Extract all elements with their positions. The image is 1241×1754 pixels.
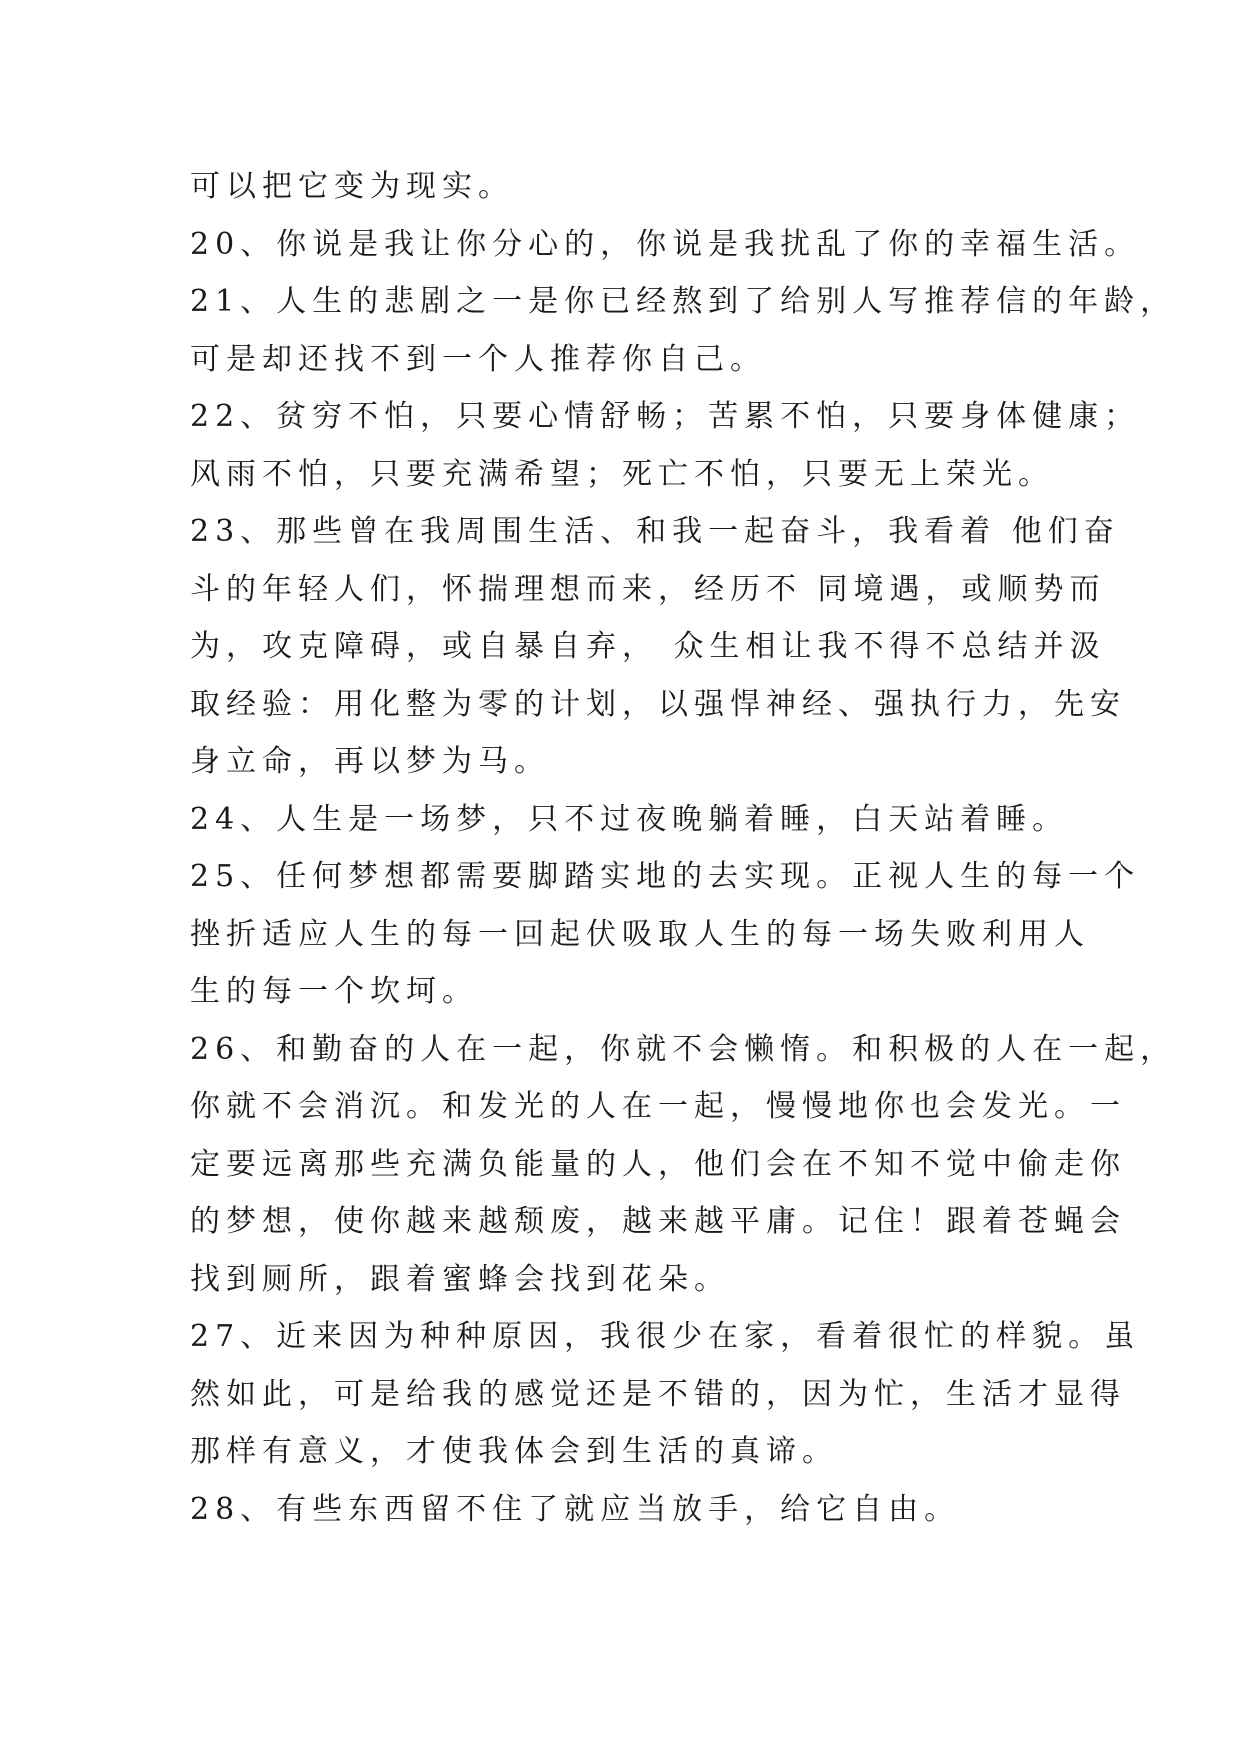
text-line: 可是却还找不到一个人推荐你自己。 <box>190 341 766 377</box>
text-line: 找到厕所，跟着蜜蜂会找到花朵。 <box>190 1261 730 1297</box>
text-line: 风雨不怕，只要充满希望；死亡不怕，只要无上荣光。 <box>190 456 1054 492</box>
text-line: 21、人生的悲剧之一是你已经熬到了给别人写推荐信的年龄， <box>190 284 1177 319</box>
text-line: 生的每一个坎坷。 <box>190 974 478 1009</box>
text-line: 26、和勤奋的人在一起，你就不会懒惰。和积极的人在一起， <box>190 1031 1177 1067</box>
text-line: 28、有些东西留不住了就应当放手，给它自由。 <box>190 1491 961 1527</box>
document-body <box>190 158 1177 1538</box>
text-line: 取经验：用化整为零的计划，以强悍神经、强执行力，先安 <box>190 686 1126 722</box>
text-line: 可以把它变为现实。 <box>190 169 514 204</box>
text-line: 的梦想，使你越来越颓废，越来越平庸。记住！跟着苍蝇会 <box>190 1204 1126 1239</box>
text-line: 身立命，再以梦为马。 <box>190 744 550 779</box>
text-line: 斗的年轻人们，怀揣理想而来，经历不 同境遇，或顺势而 <box>190 571 1106 607</box>
text-line: 24、人生是一场梦，只不过夜晚躺着睡，白天站着睡。 <box>190 801 1069 837</box>
text-line: 23、那些曾在我周围生活、和我一起奋斗，我看着 他们奋 <box>190 514 1120 549</box>
text-line: 那样有意义，才使我体会到生活的真谛。 <box>190 1434 838 1469</box>
text-line: 为，攻克障碍，或自暴自弃， 众生相让我不得不总结并汲 <box>190 629 1106 664</box>
text-line: 你就不会消沉。和发光的人在一起，慢慢地你也会发光。一 <box>190 1089 1126 1124</box>
text-line: 定要远离那些充满负能量的人，他们会在不知不觉中偷走你 <box>190 1146 1126 1182</box>
text-line: 挫折适应人生的每一回起伏吸取人生的每一场失败利用人 <box>190 916 1090 952</box>
text-line: 25、任何梦想都需要脚踏实地的去实现。正视人生的每一个 <box>190 859 1141 894</box>
text-line: 22、贫穷不怕，只要心情舒畅；苦累不怕，只要身体健康； <box>190 399 1141 434</box>
text-line: 27、近来因为种种原因，我很少在家，看着很忙的样貌。虽 <box>190 1319 1141 1354</box>
text-line: 然如此，可是给我的感觉还是不错的，因为忙，生活才显得 <box>190 1376 1126 1412</box>
text-line: 20、你说是我让你分心的，你说是我扰乱了你的幸福生活。 <box>190 226 1141 262</box>
